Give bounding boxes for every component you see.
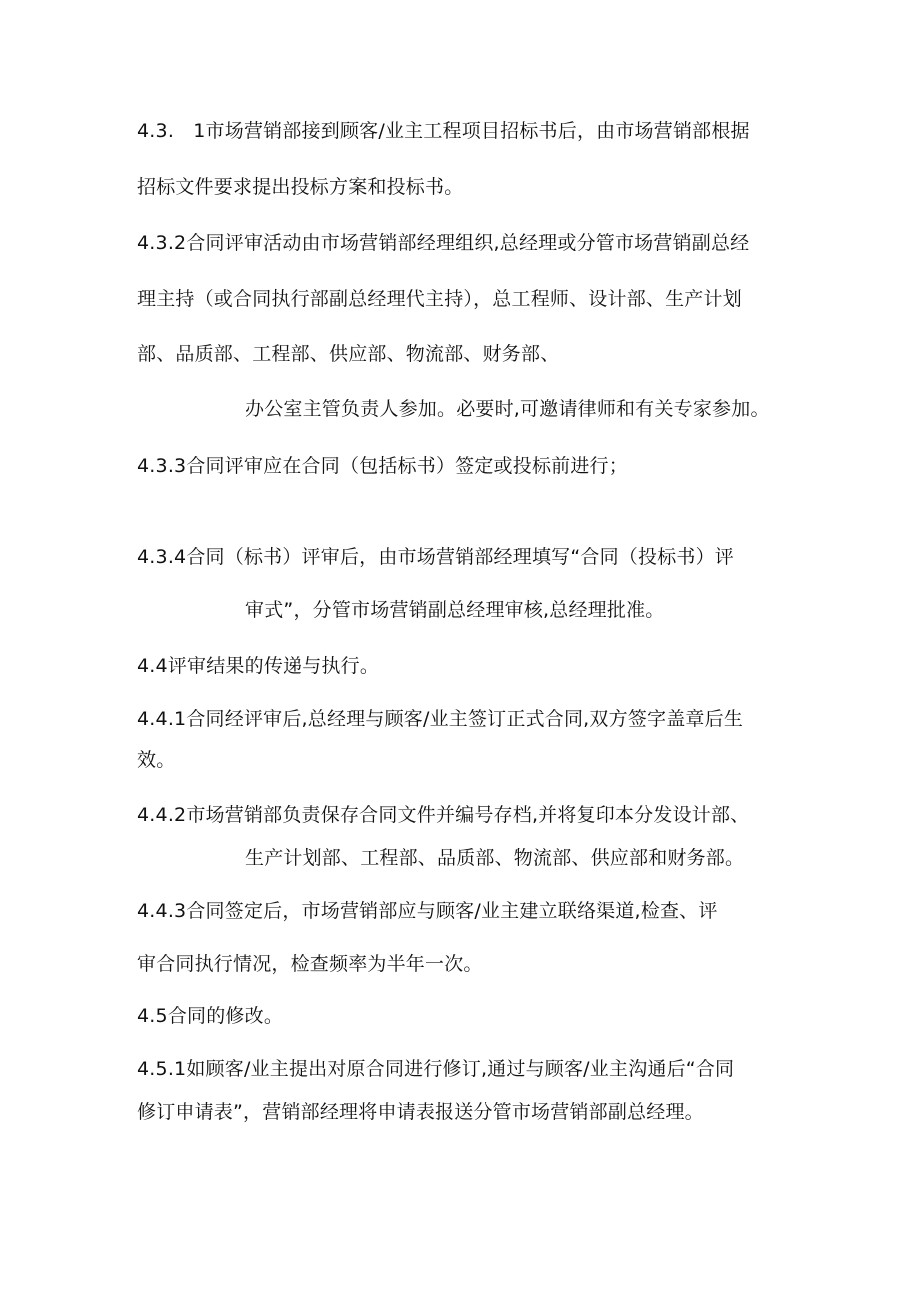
text-line-4-4-2: 4.4.2市场营销部负责保存合同文件并编号存档,并将复印本分发设计部、 xyxy=(137,804,750,826)
text-line-4-5-1: 4.5.1如顾客/业主提出对原合同进行修订,通过与顾客/业主沟通后“合同 xyxy=(137,1058,735,1080)
text-line-4-4-2-cont: 生产计划部、工程部、品质部、物流部、供应部和财务部。 xyxy=(245,847,745,869)
text-line-4-4-1: 4.4.1合同经评审后,总经理与顾客/业主签订正式合同,双方签字盖章后生 xyxy=(137,708,744,730)
text-line-4-3-2-cont-1: 理主持（或合同执行部副总经理代主持），总工程师、设计部、生产计划 xyxy=(137,288,742,310)
text-line-4-3-2-cont-3: 办公室主管负责人参加。必要时,可邀请律师和有关专家参加。 xyxy=(245,398,770,420)
text-line-4-4: 4.4评审结果的传递与执行。 xyxy=(137,655,380,677)
text-line-4-3-3: 4.3.3合同评审应在合同（包括标书）签定或投标前进行； xyxy=(137,455,628,477)
text-line-4-5-1-cont: 修订申请表”，营销部经理将申请表报送分管市场营销部副总经理。 xyxy=(137,1101,704,1123)
text-line-4-3-2: 4.3.2合同评审活动由市场营销部经理组织,总经理或分管市场营销副总经 xyxy=(137,232,750,254)
text-line-4-3-4: 4.3.4合同（标书）评审后，由市场营销部经理填写“合同（投标书）评 xyxy=(137,546,734,568)
text-line-4-3-2-cont-2: 部、品质部、工程部、供应部、物流部、财务部、 xyxy=(137,343,560,365)
text-line-4-4-3-cont: 审合同执行情况，检查频率为半年一次。 xyxy=(137,953,483,975)
text-line-4-4-3: 4.4.3合同签定后，市场营销部应与顾客/业主建立联络渠道,检查、评 xyxy=(137,900,718,922)
text-line-4-3-1: 4.3. 1市场营销部接到顾客/业主工程项目招标书后，由市场营销部根据 xyxy=(137,120,750,142)
text-line-4-5: 4.5合同的修改。 xyxy=(137,1005,284,1027)
text-line-4-3-1-cont: 招标文件要求提出投标方案和投标书。 xyxy=(137,176,464,198)
text-line-4-4-1-cont: 效。 xyxy=(137,749,176,771)
text-line-4-3-4-cont: 审式”，分管市场营销副总经理审核,总经理批准。 xyxy=(245,599,665,621)
